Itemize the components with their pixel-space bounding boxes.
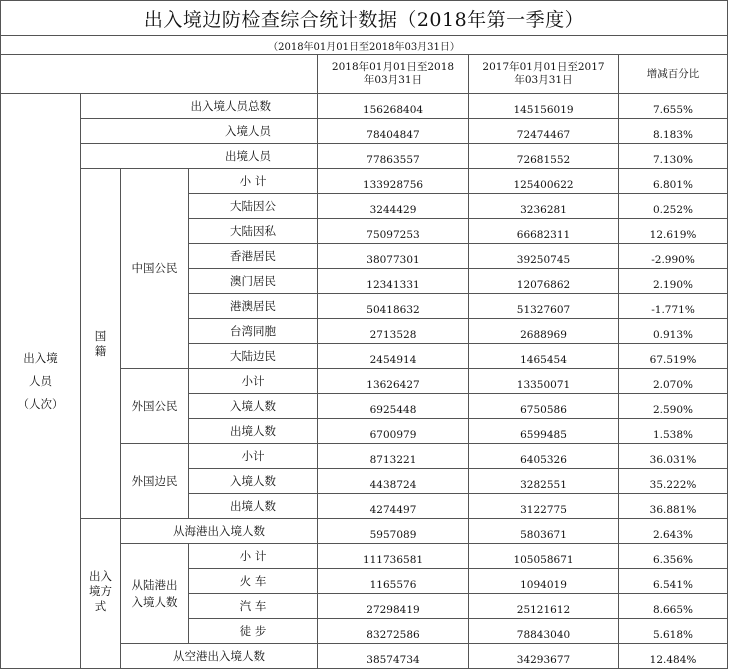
change-pct: 2.590%: [619, 394, 728, 419]
value-2018: 3244429: [318, 194, 469, 219]
change-pct: 8.665%: [619, 594, 728, 619]
change-pct: 8.183%: [619, 119, 728, 144]
value-2017: 78843040: [469, 619, 619, 644]
value-2018: 156268404: [318, 94, 469, 119]
value-2017: 1094019: [469, 569, 619, 594]
change-pct: 35.222%: [619, 469, 728, 494]
value-2017: 5803671: [469, 519, 619, 544]
change-pct: 0.252%: [619, 194, 728, 219]
value-2018: 12341331: [318, 269, 469, 294]
value-2017: 12076862: [469, 269, 619, 294]
row-label: 小 计: [189, 169, 318, 194]
value-2018: 1165576: [318, 569, 469, 594]
people-label-line3: （人次）: [17, 396, 64, 411]
header-change: 增减百分比: [619, 55, 728, 94]
value-2018: 2713528: [318, 319, 469, 344]
change-pct: 12.619%: [619, 219, 728, 244]
row-label: 火 车: [189, 569, 318, 594]
change-pct: 2.190%: [619, 269, 728, 294]
period-row: [1, 36, 728, 55]
table-row: [1, 169, 728, 194]
value-2017: 1465454: [469, 344, 619, 369]
row-label: 小计: [189, 369, 318, 394]
china-citizens-cell: 中国公民: [121, 169, 189, 369]
row-label: 徒 步: [189, 619, 318, 644]
value-2018: 111736581: [318, 544, 469, 569]
row-label: 汽 车: [189, 594, 318, 619]
value-2018: 77863557: [318, 144, 469, 169]
value-2018: 78404847: [318, 119, 469, 144]
value-2017: 6405326: [469, 444, 619, 469]
value-2017: 13350071: [469, 369, 619, 394]
value-2017: 145156019: [469, 94, 619, 119]
change-pct: 7.130%: [619, 144, 728, 169]
value-2017: 2688969: [469, 319, 619, 344]
change-pct: 0.913%: [619, 319, 728, 344]
change-pct: 12.484%: [619, 644, 728, 669]
row-label: 出境人员: [81, 144, 318, 169]
value-2018: 38077301: [318, 244, 469, 269]
value-2018: 6925448: [318, 394, 469, 419]
change-pct: 67.519%: [619, 344, 728, 369]
row-label: 入境人数: [189, 469, 318, 494]
change-pct: 7.655%: [619, 94, 728, 119]
header-row: [1, 55, 728, 94]
value-2017: 39250745: [469, 244, 619, 269]
row-label: 出境人数: [189, 494, 318, 519]
value-2017: 34293677: [469, 644, 619, 669]
header-2018: 2018年01月01日至2018年03月31日: [318, 55, 469, 94]
row-label: 入境人员: [81, 119, 318, 144]
foreign-citizens-cell: 外国公民: [121, 369, 189, 444]
change-pct: 36.031%: [619, 444, 728, 469]
value-2018: 27298419: [318, 594, 469, 619]
row-label: 港澳居民: [189, 294, 318, 319]
value-2017: 105058671: [469, 544, 619, 569]
value-2018: 50418632: [318, 294, 469, 319]
people-label-line2: 人员: [29, 373, 52, 388]
row-label: 小计: [189, 444, 318, 469]
header-2017: 2017年01月01日至2017年03月31日: [469, 55, 619, 94]
value-2018: 4438724: [318, 469, 469, 494]
row-label: 出入境人员总数: [81, 94, 318, 119]
row-label: 香港居民: [189, 244, 318, 269]
table-row: [1, 144, 728, 169]
value-2017: 66682311: [469, 219, 619, 244]
people-label-line1: 出入境: [23, 350, 58, 365]
value-2017: 6599485: [469, 419, 619, 444]
value-2017: 25121612: [469, 594, 619, 619]
change-pct: 6.541%: [619, 569, 728, 594]
value-2018: 38574734: [318, 644, 469, 669]
table-row: [1, 119, 728, 144]
mode-cell: 出入境方式: [81, 519, 121, 669]
change-pct: 2.643%: [619, 519, 728, 544]
row-label: 入境人数: [189, 394, 318, 419]
value-2018: 4274497: [318, 494, 469, 519]
change-pct: 1.538%: [619, 419, 728, 444]
value-2017: 72681552: [469, 144, 619, 169]
title-row: [1, 1, 728, 36]
change-pct: 36.881%: [619, 494, 728, 519]
value-2018: 83272586: [318, 619, 469, 644]
row-label: 大陆边民: [189, 344, 318, 369]
value-2017: 51327607: [469, 294, 619, 319]
row-label: 小 计: [189, 544, 318, 569]
value-2018: 8713221: [318, 444, 469, 469]
value-2017: 72474467: [469, 119, 619, 144]
people-category-cell: [1, 94, 81, 669]
value-2018: 13626427: [318, 369, 469, 394]
change-pct: 6.801%: [619, 169, 728, 194]
value-2017: 3282551: [469, 469, 619, 494]
change-pct: -1.771%: [619, 294, 728, 319]
value-2017: 125400622: [469, 169, 619, 194]
row-label: 大陆因私: [189, 219, 318, 244]
row-label: 澳门居民: [189, 269, 318, 294]
value-2017: 3236281: [469, 194, 619, 219]
change-pct: -2.990%: [619, 244, 728, 269]
change-pct: 6.356%: [619, 544, 728, 569]
change-pct: 2.070%: [619, 369, 728, 394]
value-2018: 75097253: [318, 219, 469, 244]
row-label: 大陆因公: [189, 194, 318, 219]
row-label: 从空港出入境人数: [121, 644, 318, 669]
period-label: （2018年01月01日至2018年03月31日）: [1, 36, 728, 55]
row-label: 出境人数: [189, 419, 318, 444]
value-2017: 6750586: [469, 394, 619, 419]
change-pct: 5.618%: [619, 619, 728, 644]
value-2018: 133928756: [318, 169, 469, 194]
land-ports-cell: 从陆港出入境人数: [121, 544, 189, 644]
table-row: [1, 519, 728, 544]
table-title: 出入境边防检查综合统计数据（2018年第一季度）: [1, 1, 728, 36]
row-label: 台湾同胞: [189, 319, 318, 344]
row-label: 从海港出入境人数: [121, 519, 318, 544]
value-2018: 5957089: [318, 519, 469, 544]
value-2017: 3122775: [469, 494, 619, 519]
foreign-border-cell: 外国边民: [121, 444, 189, 519]
nationality-cell: 国籍: [81, 169, 121, 519]
value-2018: 2454914: [318, 344, 469, 369]
table-row: [1, 94, 728, 119]
header-blank: [1, 55, 318, 94]
value-2018: 6700979: [318, 419, 469, 444]
